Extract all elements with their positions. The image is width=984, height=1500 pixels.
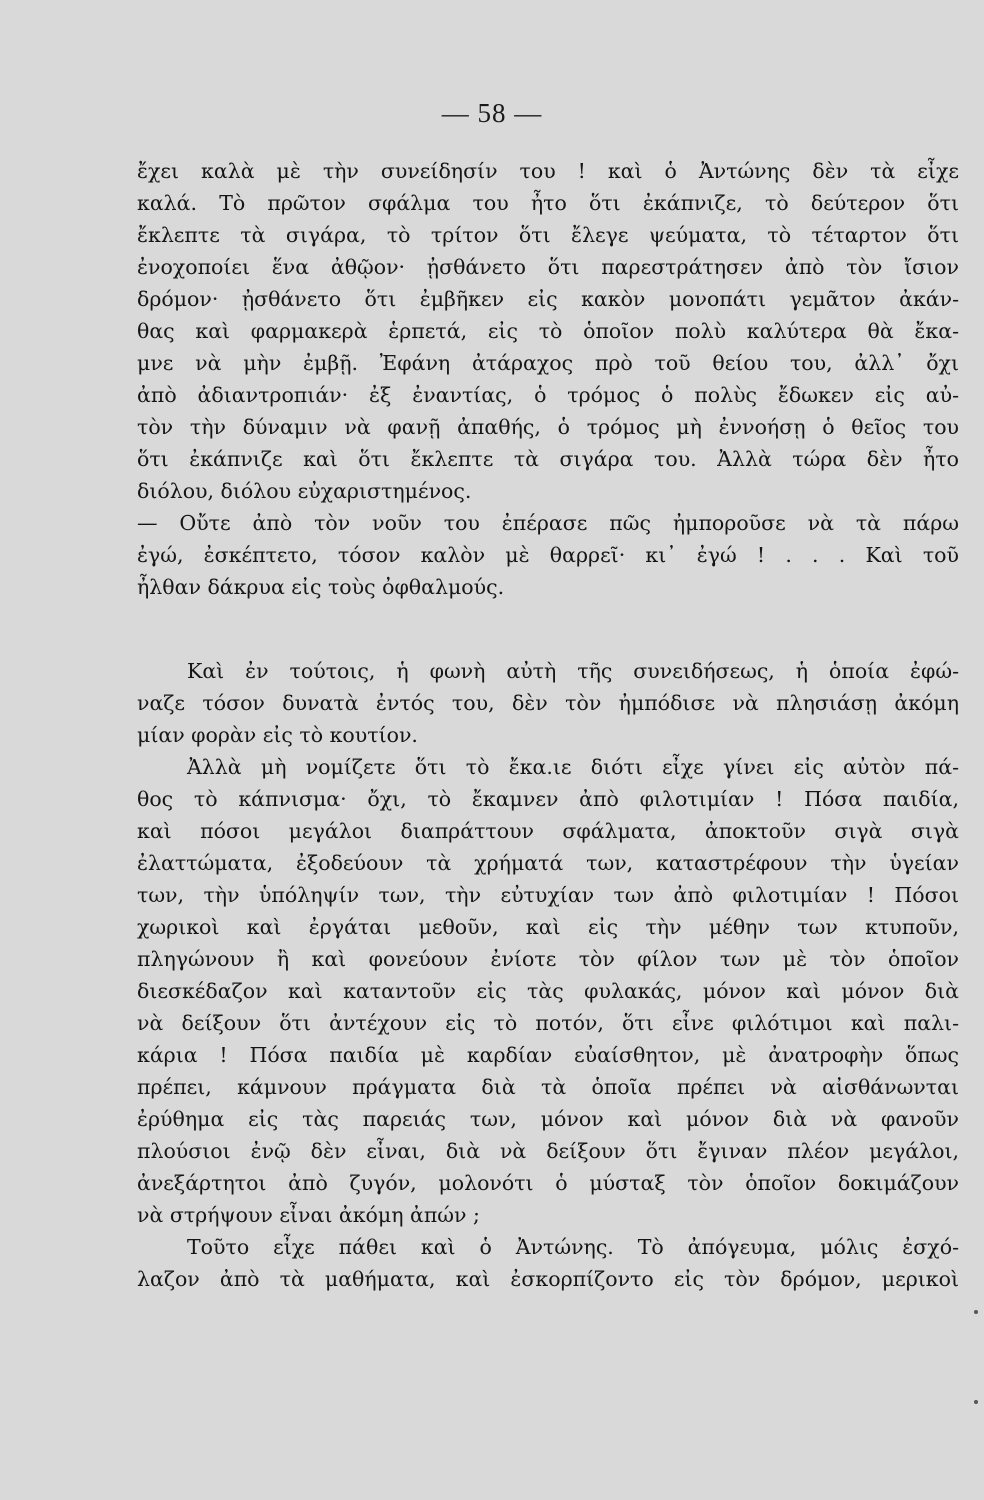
text-line: νὰ δείξουν ὅτι ἀντέχουν εἰς τὸ ποτόν, ὅτι εἶνε φιλότιμοι καὶ παλι- [137,1011,959,1035]
text-line: ὅτι ἐκάπνιζε καὶ ὅτι ἔκλεπτε τὰ σιγάρα του. Ἀλλὰ τώρα δὲν ἦτο [137,447,959,471]
edge-speck [974,1310,978,1314]
text-block-2 [137,655,959,1295]
page-number: — 58 — [441,98,543,128]
text-line: Ἀλλὰ μὴ νομίζετε ὅτι τὸ ἔκα.ιε διότι εἶχε γίνει εἰς αὐτὸν πά- [187,755,959,779]
text-line: ἐρύθημα εἰς τὰς παρειάς των, μόνον καὶ μόνον διὰ νὰ φανοῦν [137,1107,959,1131]
text-line: πρέπει, κάμνουν πράγματα διὰ τὰ ὁποῖα πρέπει νὰ αἰσθάνωνται [137,1075,959,1099]
text-line: καὶ πόσοι μεγάλοι διαπράττουν σφάλματα, ἀποκτοῦν σιγὰ σιγὰ [137,819,959,843]
text-block-1 [137,155,959,603]
text-line: χωρικοὶ καὶ ἐργάται μεθοῦν, καὶ εἰς τὴν μέθην των κτυποῦν, [137,915,959,939]
text-line: πλούσιοι ἐνῷ δὲν εἶναι, διὰ νὰ δείξουν ὅτι ἔγιναν πλέον μεγάλοι, [137,1139,959,1163]
text-line: ἔκλεπτε τὰ σιγάρα, τὸ τρίτον ὅτι ἔλεγε ψεύματα, τὸ τέταρτον ὅτι [137,223,959,247]
text-line: ἐλαττώματα, ἐξοδεύουν τὰ χρήματά των, καταστρέφουν τὴν ὑγείαν [137,851,959,875]
text-line: Τοῦτο εἶχε πάθει καὶ ὁ Ἀντώνης. Τὸ ἀπόγευμα, μόλις ἐσχό- [187,1235,959,1259]
text-line: ἦλθαν δάκρυα εἰς τοὺς ὀφθαλμούς. [137,575,505,599]
text-line: — Οὔτε ἀπὸ τὸν νοῦν του ἐπέρασε πῶς ἠμποροῦσε νὰ τὰ πάρω [137,511,959,535]
text-line: μνε νὰ μὴν ἐμβῇ. Ἐφάνη ἀτάραχος πρὸ τοῦ θείου του, ἀλλ᾽ ὄχι [137,351,959,375]
text-line: ἔχει καλὰ μὲ τὴν συνείδησίν του ! καὶ ὁ Ἀντώνης δὲν τὰ εἶχε [137,159,959,183]
text-line: τὸν τὴν δύναμιν νὰ φανῇ ἀπαθής, ὁ τρόμος μὴ ἐννοήσῃ ὁ θεῖος του [137,415,959,439]
text-line: ἀνεξάρτητοι ἀπὸ ζυγόν, μολονότι ὁ μύσταξ τὸν ὁποῖον δοκιμάζουν [137,1171,959,1195]
text-line: Καὶ ἐν τούτοις, ἡ φωνὴ αὐτὴ τῆς συνειδήσεως, ἡ ὁποία ἐφώ- [187,659,959,683]
text-line: των, τὴν ὑπόληψίν των, τὴν εὐτυχίαν των ἀπὸ φιλοτιμίαν ! Πόσοι [137,883,959,907]
text-line: νὰ στρήψουν εἶναι ἀκόμη ἀπών ; [137,1203,480,1227]
text-line: θας καὶ φαρμακερὰ ἑρπετά, εἰς τὸ ὁποῖον πολὺ καλύτερα θὰ ἔκα- [137,319,959,343]
text-line: μίαν φορὰν εἰς τὸ κουτίον. [137,723,418,747]
text-line: ἐνοχοποίει ἕνα ἀθῷον· ᾐσθάνετο ὅτι παρεστράτησεν ἀπὸ τὸν ἴσιον [137,255,959,279]
text-line: κάρια ! Πόσα παιδία μὲ καρδίαν εὐαίσθητον, μὲ ἀνατροφὴν ὅπως [137,1043,959,1067]
text-line: ναζε τόσον δυνατὰ ἐντός του, δὲν τὸν ἠμπόδισε νὰ πλησιάσῃ ἀκόμη [137,691,959,715]
text-line: ἐγώ, ἐσκέπτετο, τόσον καλὸν μὲ θαρρεῖ· κι᾽ ἐγώ ! . . . Καὶ τοῦ [137,543,959,567]
text-line: διεσκέδαζον καὶ καταντοῦν εἰς τὰς φυλακάς, μόνον καὶ μόνον διὰ [137,979,959,1003]
text-line: δρόμον· ᾐσθάνετο ὅτι ἐμβῆκεν εἰς κακὸν μονοπάτι γεμᾶτον ἀκάν- [137,287,959,311]
text-line: πληγώνουν ἢ καὶ φονεύουν ἐνίοτε τὸν φίλον των μὲ τὸν ὁποῖον [137,947,959,971]
text-line: καλά. Τὸ πρῶτον σφάλμα του ἦτο ὅτι ἐκάπνιζε, τὸ δεύτερον ὅτι [137,191,959,215]
edge-speck [974,1400,978,1404]
text-line: λαζον ἀπὸ τὰ μαθήματα, καὶ ἐσκορπίζοντο εἰς τὸν δρόμον, μερικοὶ [137,1267,959,1291]
text-line: διόλου, διόλου εὐχαριστημένος. [137,479,472,503]
text-line: θος τὸ κάπνισμα· ὄχι, τὸ ἔκαμνεν ἀπὸ φιλοτιμίαν ! Πόσα παιδία, [137,787,959,811]
text-line: ἀπὸ ἀδιαντροπιάν· ἐξ ἐναντίας, ὁ τρόμος ὁ πολὺς ἔδωκεν εἰς αὐ- [137,383,959,407]
